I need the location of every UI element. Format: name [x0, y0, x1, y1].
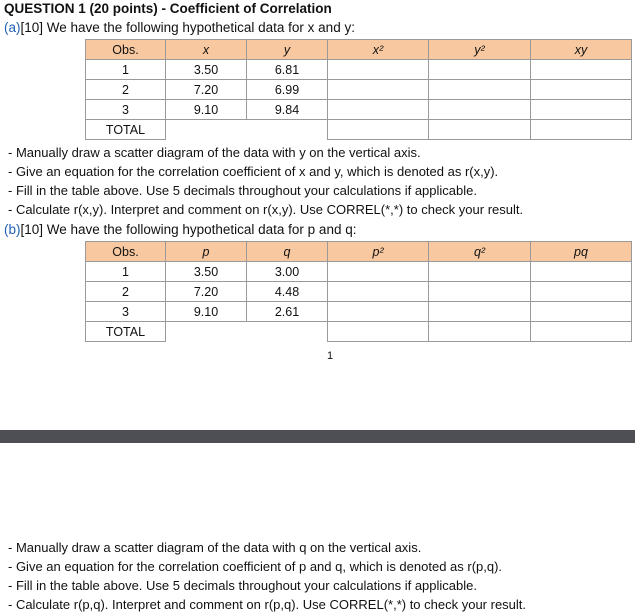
table-cell — [531, 100, 632, 120]
part-a-intro — [4, 20, 355, 35]
table-cell — [531, 80, 632, 100]
table-b-header: p — [166, 242, 247, 262]
table-b-header-row — [86, 242, 632, 262]
table-cell — [429, 100, 531, 120]
instruction-line: - Manually draw a scatter diagram of the data with y on the vertical axis. — [8, 145, 421, 160]
empty-cell — [247, 120, 328, 140]
table-cell: 6.81 — [247, 60, 328, 80]
table-cell: 9.10 — [166, 302, 247, 322]
part-b-intro — [4, 222, 356, 237]
empty-cell — [247, 322, 328, 342]
table-cell — [531, 322, 632, 342]
table-total-row — [86, 120, 632, 140]
table-b-header: q² — [429, 242, 531, 262]
table-cell — [531, 302, 632, 322]
table-cell: 9.10 — [166, 100, 247, 120]
instruction-line: - Fill in the table above. Use 5 decimals throughout your calculations if applicable. — [8, 183, 477, 198]
table-cell: 3.00 — [247, 262, 328, 282]
instruction-line: - Fill in the table above. Use 5 decimals throughout your calculations if applicable. — [8, 578, 477, 593]
instruction-line: - Give an equation for the correlation coefficient of x and y, which is denoted as r(x,y). — [8, 164, 499, 179]
table-cell — [429, 120, 531, 140]
table-cell: 3 — [86, 302, 166, 322]
table-b-header: Obs. — [86, 242, 166, 262]
table-cell — [328, 262, 429, 282]
table-cell — [531, 262, 632, 282]
table-row — [86, 60, 632, 80]
table-cell — [429, 262, 531, 282]
instruction-line: - Calculate r(p,q). Interpret and comment on r(p,q). Use CORREL(*,*) to check your result. — [8, 597, 527, 612]
empty-cell — [166, 322, 247, 342]
table-cell — [328, 282, 429, 302]
table-cell: 7.20 — [166, 282, 247, 302]
table-row — [86, 100, 632, 120]
instruction-line: - Give an equation for the correlation coefficient of p and q, which is denoted as r(p,q). — [8, 559, 503, 574]
table-cell — [328, 100, 429, 120]
page-separator — [0, 430, 635, 443]
table-row — [86, 282, 632, 302]
table-b-header: p² — [328, 242, 429, 262]
question-title: QUESTION 1 (20 points) - Coefficient of Correlation — [4, 1, 332, 16]
table-cell — [328, 120, 429, 140]
page-number: 1 — [327, 350, 334, 362]
instruction-line: - Calculate r(x,y). Interpret and comment on r(x,y). Use CORREL(*,*) to check your result. — [8, 202, 524, 217]
table-cell — [429, 322, 531, 342]
table-cell: 3.50 — [166, 262, 247, 282]
total-label: TOTAL — [86, 322, 166, 342]
part-b-label: (b) — [4, 222, 21, 237]
table-b-header: pq — [531, 242, 632, 262]
table-cell: 3 — [86, 100, 166, 120]
table-cell: 6.99 — [247, 80, 328, 100]
total-label: TOTAL — [86, 120, 166, 140]
table-cell: 2 — [86, 282, 166, 302]
table-row — [86, 262, 632, 282]
table-cell — [531, 60, 632, 80]
table-total-row — [86, 322, 632, 342]
table-cell — [429, 80, 531, 100]
table-a-header: x² — [328, 40, 429, 60]
table-cell — [531, 282, 632, 302]
table-cell: 2 — [86, 80, 166, 100]
table-cell — [429, 282, 531, 302]
table-cell: 3.50 — [166, 60, 247, 80]
table-cell: 1 — [86, 60, 166, 80]
part-b-intro-text: [10] We have the following hypothetical data for p and q: — [20, 222, 357, 237]
table-cell — [328, 302, 429, 322]
table-cell — [328, 60, 429, 80]
table-cell — [531, 120, 632, 140]
table-cell: 2.61 — [247, 302, 328, 322]
table-cell: 4.48 — [247, 282, 328, 302]
table-a-header: xy — [531, 40, 632, 60]
table-a-header-row — [86, 40, 632, 60]
table-a-header: Obs. — [86, 40, 166, 60]
table-cell — [429, 302, 531, 322]
empty-cell — [166, 120, 247, 140]
table-b — [85, 241, 632, 342]
table-a — [85, 39, 632, 140]
part-a-intro-text: [10] We have the following hypothetical data for x and y: — [20, 20, 355, 35]
page-2 — [0, 443, 635, 612]
table-b-header: q — [247, 242, 328, 262]
table-a-header: x — [166, 40, 247, 60]
table-row — [86, 80, 632, 100]
table-a-header: y — [247, 40, 328, 60]
table-cell — [328, 80, 429, 100]
table-cell — [429, 60, 531, 80]
table-cell: 7.20 — [166, 80, 247, 100]
table-cell — [328, 322, 429, 342]
table-a-header: y² — [429, 40, 531, 60]
table-cell: 1 — [86, 262, 166, 282]
table-cell: 9.84 — [247, 100, 328, 120]
table-row — [86, 302, 632, 322]
part-a-label: (a) — [4, 20, 21, 35]
instruction-line: - Manually draw a scatter diagram of the data with q on the vertical axis. — [8, 540, 422, 555]
